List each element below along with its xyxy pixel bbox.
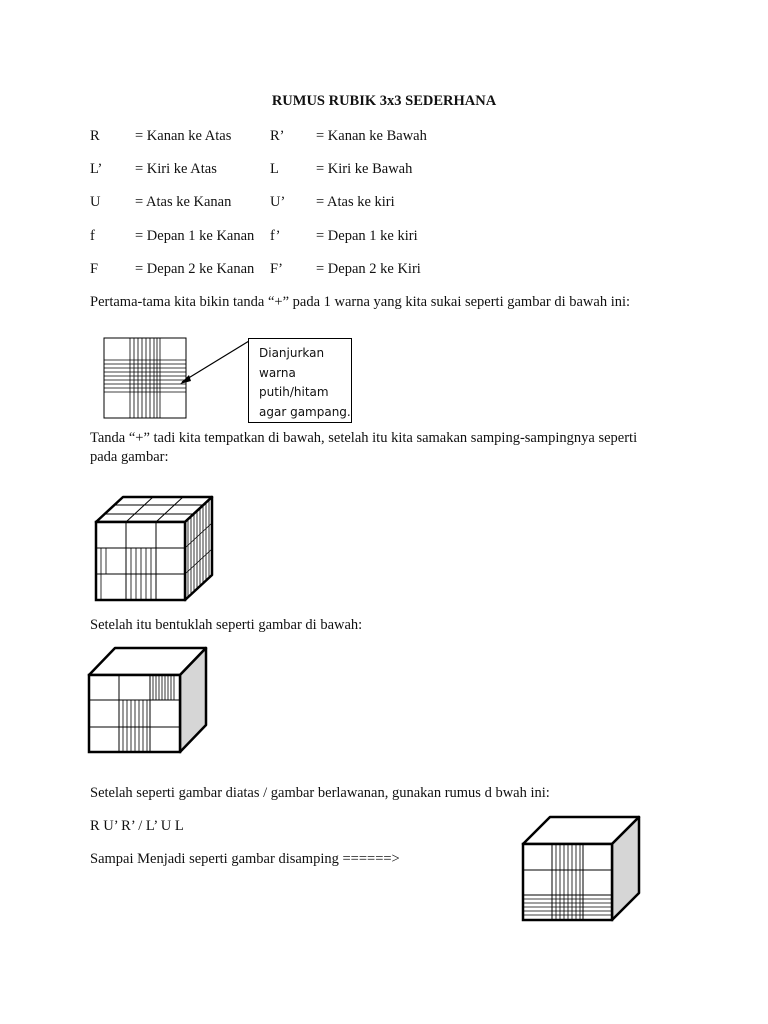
notation-desc: = Depan 1 ke kiri [316,228,418,244]
notation-key: U [90,194,101,210]
step-2-text-line-2: pada gambar: [90,449,169,465]
page-title: RUMUS RUBIK 3x3 SEDERHANA [271,93,497,109]
notation-desc: = Atas ke kiri [316,194,395,210]
notation-desc: = Kiri ke Atas [135,161,217,177]
notation-desc: = Kanan ke Bawah [316,128,427,144]
notation-key: R [90,128,100,144]
notation-key: f [90,228,95,244]
notation-desc: = Depan 2 ke Kanan [135,261,255,277]
notation-desc: = Atas ke Kanan [135,194,232,210]
notation-desc: = Depan 1 ke Kanan [135,228,255,244]
callout-line: Dianjurkan [259,346,325,360]
notation-key: F’ [270,261,283,277]
notation-key: F [90,261,99,277]
callout-line: warna [259,365,296,380]
notation-key: f’ [270,228,281,244]
notation-key: U’ [270,194,286,210]
step-4-text: Setelah seperti gambar diatas / gambar berlawanan, gunakan rumus d bwah ini: [90,785,550,801]
step-2-text-line-1: Tanda “+” tadi kita tempatkan di bawah, setelah itu kita samakan samping-sampingnya seperti [90,430,638,446]
notation-key: R’ [270,128,285,144]
callout-line: putih/hitam [259,385,329,399]
notation-key: L [270,161,279,177]
step-3-text: Setelah itu bentuklah seperti gambar di bawah: [90,617,363,633]
notation-key: L’ [90,161,103,177]
notation-desc: = Kanan ke Atas [135,128,232,144]
step-5-text: Sampai Menjadi seperti gambar disamping ======> [90,851,400,867]
step-1-text: Pertama-tama kita bikin tanda “+” pada 1 warna yang kita sukai seperti gambar di bawah ini: [90,294,631,310]
callout-line: agar gampang. [259,404,351,419]
notation-desc: = Depan 2 ke Kiri [316,261,421,277]
formula-text: R U’ R’ / L’ U L [90,818,184,834]
notation-desc: = Kiri ke Bawah [316,161,413,177]
